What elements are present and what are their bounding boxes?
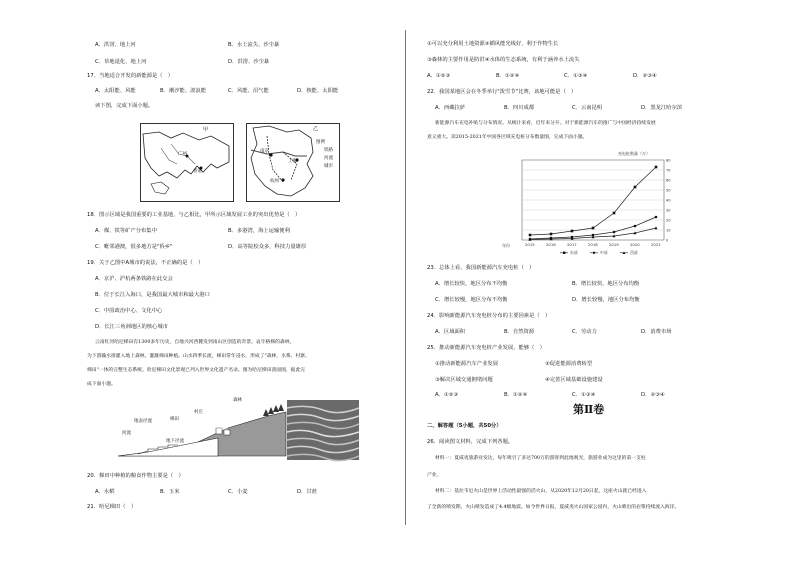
diagram-terrace: 梯田: [170, 417, 179, 422]
q25-opt-c: C．①③④: [572, 392, 596, 398]
chart-point: [613, 231, 616, 234]
map-a-drawing: [141, 124, 233, 201]
chart-y-tick-label: 30: [666, 208, 671, 213]
chart-x-tick-label: 2018: [588, 242, 598, 247]
q17-stem: 17．当地适合开发的新能源是（ ）: [87, 73, 174, 79]
q19-opt-a: A．京沪、沪杭两条铁路在此交会: [95, 276, 173, 282]
q19-opt-d: D．长江三角洲地区的核心城市: [95, 324, 168, 330]
map-b-legend-river: 河流: [324, 156, 333, 161]
chart-point: [634, 186, 637, 189]
q24-opt-a: A．区域面积: [435, 329, 466, 335]
diagram-surface-runoff: 地表径流: [134, 419, 152, 424]
chart-y-tick-label: 50: [666, 188, 671, 193]
chart-legend-label: 中部: [600, 250, 608, 255]
diagram-underground-runoff-1: 地下径流: [166, 439, 184, 444]
top-opt-a: A．洪涝、地上河: [95, 42, 136, 48]
q17-opt-c: C．风能、沼气能: [228, 88, 269, 94]
chart-x-tick-label: 2017: [567, 242, 577, 247]
q18-stem: 18．图示区域是我国重要的工业基地，与乙相比，甲所示区域发展工业的突出优势是（ ）: [87, 212, 301, 218]
q25-item-4: ④完善区域基础设施建设: [545, 377, 603, 383]
q19-opt-c: C．中国政治中心、文化中心: [95, 308, 163, 314]
chart-x-tick-label: 2016: [546, 242, 556, 247]
q24-opt-b: B．自然资源: [504, 329, 535, 335]
q18-opt-d: D．高等院校众多，科技力量雄厚: [228, 244, 307, 250]
passage-line-1: 云南红河哈尼梯田有1300多年历史，自地兴河西麓发到南山区创造的奇景。哀牢格梯的森林，: [95, 340, 295, 345]
chart-point: [613, 212, 616, 215]
terrace-photo: [287, 400, 359, 460]
diagram-underground-runoff-3: 地下径流: [238, 412, 256, 417]
q25-item-3: ③解决区域交通拥堵问题: [435, 377, 493, 383]
q17-opt-b: B．潮汐能、波浪能: [160, 88, 207, 94]
part2-heading: 二、解答题（5小题，共50分）: [427, 423, 502, 429]
top-opt-b: B．水土流失、沙尘暴: [228, 42, 280, 48]
chart-y-tick-label: 60: [666, 178, 671, 183]
chart-point: [655, 216, 658, 219]
q24-opt-c: C．劳动力: [572, 329, 597, 335]
item-line-1: ①可以充分利用土地资源②插风能光线好，利于作物生长: [427, 41, 559, 47]
q21-opt-d: D．②③④: [633, 73, 657, 79]
q17-opt-d: D．核能、太阳能: [297, 88, 339, 94]
q22-opt-a: A．西藏拉萨: [435, 105, 466, 111]
q20-opt-d: D．甘蔗: [297, 489, 317, 495]
diagram-river: 河流: [122, 431, 131, 436]
chart-x-tick-label: 2020: [630, 242, 640, 247]
q19-opt-b: B．位于长江入海口，是我国最大城市和最大港口: [95, 292, 210, 298]
chart-x-tick-label: 2021: [651, 242, 661, 247]
q21-opt-c: C．①③④: [564, 73, 588, 79]
q20-opt-a: A．水稻: [95, 489, 115, 495]
item-line-2: ③森林的主要作用是防洪④水体的生态系统，有利于涵养水土流失: [427, 57, 580, 63]
q23-opt-c: C．增长较慢，地区分布不均衡: [435, 297, 508, 303]
chart-point: [592, 227, 595, 230]
chart-y-tick-label: 0: [666, 238, 669, 243]
q20-stem: 20．梯田中种植的粮食作物主要是（ ）: [87, 473, 184, 479]
chart-y-axis-label: 充电桩数量（万）: [618, 151, 650, 156]
map-a-city1: 广州: [178, 152, 187, 157]
ev-passage-line-2: 意义重大。读2015-2021年中国各区域充电桩分布数量图，完成下面小题。: [427, 135, 588, 140]
q22-opt-d: D．黑龙江哈尔滨: [641, 105, 683, 111]
q19-stem: 19．关于乙图中A城市的说法，不正确的是（ ）: [87, 260, 204, 266]
chart-y-tick-label: 40: [666, 198, 671, 203]
q25-opt-b: B．①②④: [504, 392, 528, 398]
map-a-label: 甲: [203, 127, 209, 133]
q25-stem: 25．推动新能源汽车充电桩产业发展，能够（ ）: [427, 345, 545, 351]
material1-line-1: 材料一：夏威夷旅游业发达，每年吸引了多达700万的游客到此地观光，旅游业成为这里的第一支柱: [435, 456, 646, 461]
q20-opt-b: B．玉米: [160, 489, 180, 495]
q21-opt-b: B．①②④: [496, 73, 520, 79]
map-b-city1: 南京: [260, 149, 269, 154]
column-divider: [405, 30, 406, 525]
chart-legend-label: 东部: [570, 250, 578, 255]
chart-point: [550, 233, 553, 236]
chart-x-tick-label: 2015: [525, 242, 535, 247]
q25-item-2: ②促进能源消费转型: [545, 361, 593, 367]
chart-point: [529, 234, 532, 237]
map-b-legend-city: 城市: [324, 164, 333, 169]
chart-legend-marker: [563, 252, 565, 254]
chart-x-axis-label: 年份: [502, 243, 510, 248]
map-b-city2: 上海: [288, 159, 297, 164]
q18-opt-b: B．多港湾，海上运输便利: [228, 228, 290, 234]
q26-stem: 26．阅读图文材料，完成下列各题。: [427, 439, 514, 445]
q22-opt-b: B．四川成都: [504, 105, 535, 111]
map-a: [140, 123, 234, 202]
chart-point: [655, 166, 658, 169]
chart-legend-marker: [593, 252, 595, 254]
diagram-underground-runoff-2: 地下径流: [210, 427, 228, 432]
q18-opt-c: C．毗邻港澳，很多地方是"侨乡": [95, 244, 173, 250]
ev-charging-chart: [500, 150, 670, 258]
q23-opt-d: D．增长较慢，地区分布均衡: [572, 297, 640, 303]
passage-line-3: 梯田"一体的完整生态系统。哈尼梯田文化景观已列入世界文化遗产名录。图为哈尼梯田剖面图，据此完: [87, 368, 306, 373]
map-b-legend-railway: 铁路: [324, 148, 333, 153]
chart-x-tick-label: 2019: [609, 242, 619, 247]
material2-line-2: 了全新的喷发期，火山喷发造成了4.4级地震。如今世界日报，夏威夷火山国家公园内，火山喷出的岩浆持续流入海洋。: [427, 505, 680, 510]
q23-stem: 23．总体上看，我国新能源汽车充电桩（ ）: [427, 265, 535, 271]
map-b-label: 乙: [313, 126, 319, 132]
top-opt-d: D．洪涝、沙尘暴: [228, 59, 270, 65]
q17-opt-a: A．太阳能、风能: [95, 88, 136, 94]
q24-stem: 24．影响新能源汽车充电桩分布的主要因素是（ ）: [427, 313, 551, 319]
top-opt-c: C．草地退化、地上河: [95, 59, 147, 65]
q23-opt-a: A．增长较快，地区分布不均衡: [435, 281, 508, 287]
material1-line-2: 产业。: [427, 473, 442, 478]
chart-y-tick-label: 80: [666, 158, 671, 163]
chart-point: [571, 230, 574, 233]
part2-title: 第Ⅱ卷: [573, 403, 605, 416]
diagram-forest: 森林: [233, 398, 242, 403]
diagram-village: 村庄: [194, 410, 203, 415]
chart-point: [634, 225, 637, 228]
map-b-legend-title: 图例: [316, 140, 325, 145]
q25-opt-d: D．②③④: [641, 392, 665, 398]
q23-opt-b: B．增长较快，地区分布均衡: [572, 281, 640, 287]
q20-opt-c: C．小麦: [228, 489, 248, 495]
q18-opt-a: A．煤、铁等矿产分布集中: [95, 228, 157, 234]
q25-item-1: ①推动新能源汽车产业发展: [435, 361, 499, 367]
q22-opt-c: C．云南昆明: [572, 105, 603, 111]
map-a-city2: 香港: [193, 169, 202, 174]
q25-opt-a: A．①②③: [435, 392, 459, 398]
q22-stem: 22．我国某地区会在冬季举行"泼雪节"比赛，该地可能是（ ）: [427, 89, 577, 95]
chart-y-tick-label: 10: [666, 228, 671, 233]
passage-line-2: 为下游输水排灌入地上森林，灌溉梯田种植。山水四季长流，梯田常年浸水，形成了"森林、水系、村寨、: [87, 354, 310, 359]
map-b-city3: 杭州: [270, 179, 279, 184]
map-intro: 读下图，完成下面小题。: [95, 103, 154, 109]
q21-stem: 21．哈尼梯田（ ）: [87, 504, 137, 510]
chart-y-tick-label: 70: [666, 168, 671, 173]
chart-y-tick-label: 20: [666, 218, 671, 223]
chart-point: [655, 226, 658, 229]
chart-legend-label: 西部: [630, 250, 638, 255]
material2-line-1: 材料二：基拉韦厄火山是世界上活动性最强的活火山，从2020年12月20日起，这座火山就已经进入: [435, 489, 647, 494]
q24-opt-d: D．消费市场: [641, 329, 672, 335]
q21-opt-a: A．①②③: [427, 73, 451, 79]
terrace-profile-diagram: [118, 398, 288, 460]
passage-line-4: 成下面小题。: [87, 382, 116, 387]
ev-passage-line-1: 新能源汽车充电补贴与分布情况。从统计来看，近年来分开。对于新能源汽车的推广与中国经济持续发展: [435, 121, 656, 126]
